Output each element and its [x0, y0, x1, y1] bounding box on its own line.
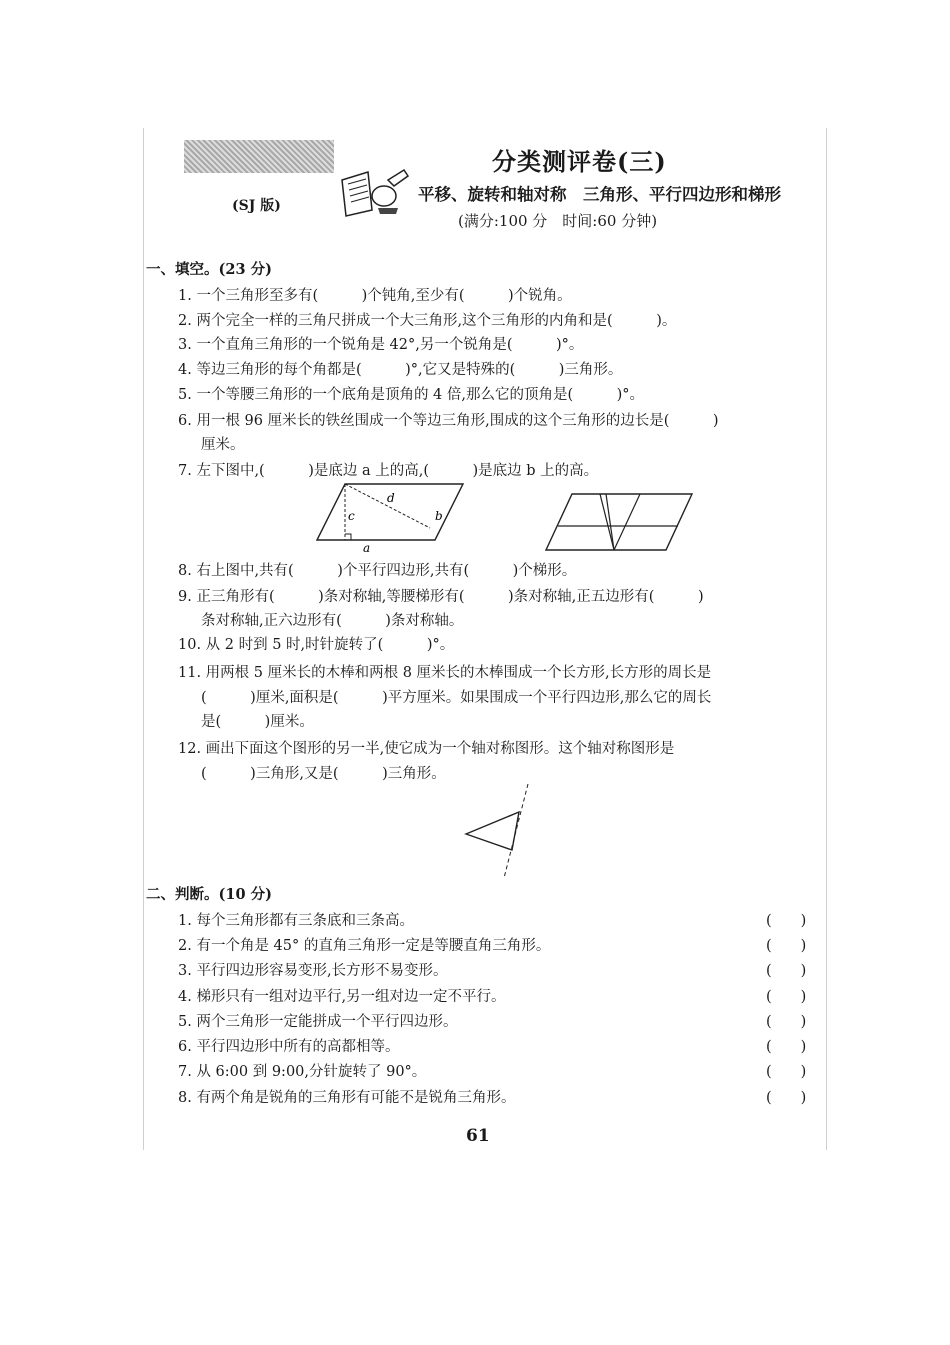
question-line: 6. 用一根 96 厘米长的铁丝围成一个等边三角形,围成的这个三角形的边长是( ) — [178, 413, 719, 429]
question-line: 10. 从 2 时到 5 时,时针旋转了( )°。 — [178, 637, 455, 653]
label-c: c — [348, 509, 355, 523]
question-line: 11. 用两根 5 厘米长的木棒和两根 8 厘米长的木棒围成一个长方形,长方形的周长是 — [178, 665, 712, 681]
judgement-item: 8. 有两个角是锐角的三角形有可能不是锐角三角形。 — [178, 1090, 516, 1106]
answer-box[interactable]: ( ) — [766, 989, 807, 1005]
answer-box[interactable]: ( ) — [766, 938, 807, 954]
books-icon — [338, 166, 413, 218]
parallelogram-heights-figure — [315, 478, 465, 554]
composite-parallelogram-figure — [544, 490, 694, 554]
label-b: b — [435, 509, 443, 523]
question-line: 9. 正三角形有( )条对称轴,等腰梯形有( )条对称轴,正五边形有( ) — [178, 589, 704, 605]
question-line: ( )厘米,面积是( )平方厘米。如果围成一个平行四边形,那么它的周长 — [201, 690, 712, 706]
judgement-item: 6. 平行四边形中所有的高都相等。 — [178, 1039, 400, 1055]
answer-box[interactable]: ( ) — [766, 1090, 807, 1106]
question-line: ( )三角形,又是( )三角形。 — [201, 766, 446, 782]
question-line: 4. 等边三角形的每个角都是( )°,它又是特殊的( )三角形。 — [178, 362, 623, 378]
judgement-item: 2. 有一个角是 45° 的直角三角形一定是等腰直角三角形。 — [178, 938, 551, 954]
question-line: 条对称轴,正六边形有( )条对称轴。 — [201, 613, 464, 629]
page-title: 分类测评卷(三) — [492, 147, 667, 176]
answer-box[interactable]: ( ) — [766, 1039, 807, 1055]
judgement-item: 3. 平行四边形容易变形,长方形不易变形。 — [178, 963, 448, 979]
question-line: 8. 右上图中,共有( )个平行四边形,共有( )个梯形。 — [178, 563, 577, 579]
judgement-item: 1. 每个三角形都有三条底和三条高。 — [178, 913, 414, 929]
label-d: d — [387, 491, 395, 505]
page-subtitle: 平移、旋转和轴对称 三角形、平行四边形和梯形 — [418, 185, 781, 204]
answer-box[interactable]: ( ) — [766, 1064, 807, 1080]
answer-box[interactable]: ( ) — [766, 913, 807, 929]
score-time-info: (满分:100 分 时间:60 分钟) — [458, 212, 658, 230]
label-a: a — [363, 541, 371, 554]
page-number: 61 — [466, 1126, 490, 1146]
question-line: 7. 左下图中,( )是底边 a 上的高,( )是底边 b 上的高。 — [178, 463, 599, 479]
question-line: 2. 两个完全一样的三角尺拼成一个大三角形,这个三角形的内角和是( )。 — [178, 313, 677, 329]
question-line: 是( )厘米。 — [201, 714, 314, 730]
section-1-heading: 一、填空。(23 分) — [146, 261, 272, 278]
question-line: 1. 一个三角形至多有( )个钝角,至少有( )个锐角。 — [178, 288, 572, 304]
section-2-heading: 二、判断。(10 分) — [146, 886, 272, 903]
symmetry-half-triangle-figure — [462, 782, 532, 882]
edition-label: (SJ 版) — [232, 198, 281, 214]
question-line: 12. 画出下面这个图形的另一半,使它成为一个轴对称图形。这个轴对称图形是 — [178, 741, 675, 757]
judgement-item: 4. 梯形只有一组对边平行,另一组对边一定不平行。 — [178, 989, 506, 1005]
judgement-item: 7. 从 6:00 到 9:00,分针旋转了 90°。 — [178, 1064, 427, 1080]
question-line: 5. 一个等腰三角形的一个底角是顶角的 4 倍,那么它的顶角是( )°。 — [178, 387, 645, 403]
answer-box[interactable]: ( ) — [766, 1014, 807, 1030]
question-line: 3. 一个直角三角形的一个锐角是 42°,另一个锐角是( )°。 — [178, 337, 584, 353]
answer-box[interactable]: ( ) — [766, 963, 807, 979]
question-line: 厘米。 — [201, 437, 245, 453]
blurred-stamp — [184, 140, 334, 173]
judgement-item: 5. 两个三角形一定能拼成一个平行四边形。 — [178, 1014, 458, 1030]
